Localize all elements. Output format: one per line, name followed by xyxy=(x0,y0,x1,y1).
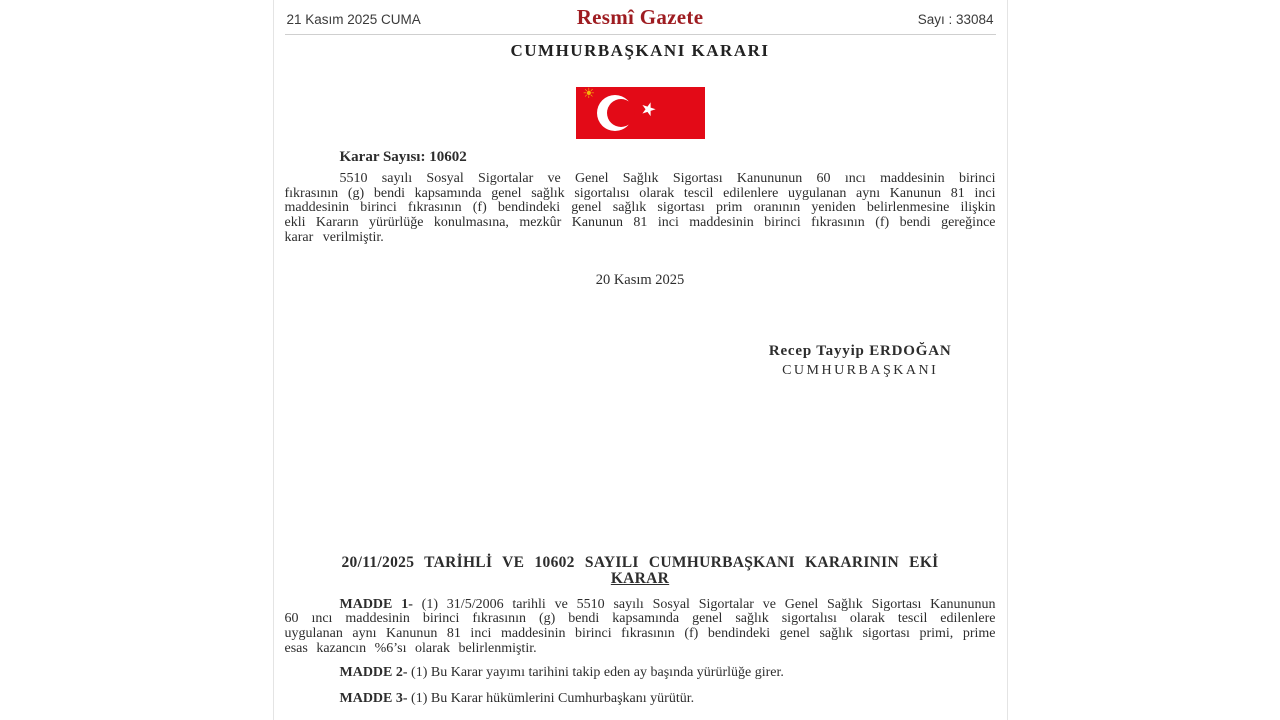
decision-number: Karar Sayısı: 10602 xyxy=(339,149,467,165)
gazette-page xyxy=(273,0,1008,720)
gazette-issue-number: Sayı : 33084 xyxy=(917,12,994,27)
document-title: CUMHURBAŞKANI KARARI xyxy=(510,41,770,60)
article-3-text: (1) Bu Karar hükümlerini Cumhurbaşkanı yürütür. xyxy=(411,691,695,707)
decision-date: 20 Kasım 2025 xyxy=(595,271,685,288)
article-1 xyxy=(285,598,996,657)
gazette-date: 21 Kasım 2025 CUMA xyxy=(286,12,421,27)
gazette-header xyxy=(285,0,996,35)
gazette-title: Resmî Gazete xyxy=(576,5,704,29)
annex-heading-line1: 20/11/2025 TARİHLİ VE 10602 SAYILI CUMHURBAŞKANI KARARININ EKİ xyxy=(341,553,939,571)
signatory-title: CUMHURBAŞKANI xyxy=(782,362,939,378)
turkish-flag-icon xyxy=(576,87,705,139)
flag-container xyxy=(285,87,996,139)
signatory-name: Recep Tayyip ERDOĞAN xyxy=(768,342,952,359)
article-3-label: MADDE 3- xyxy=(339,691,408,707)
article-1-label: MADDE 1- xyxy=(339,596,413,612)
signature-block xyxy=(769,343,952,379)
star-icon: ★ xyxy=(636,97,659,123)
annex-heading-line2: KARAR xyxy=(610,570,670,588)
decision-body: 5510 sayılı Sosyal Sigortalar ve Genel Sağlık Sigortası Kanununun 60 ıncı maddesinin birinci fıkrasının (g) bendi kapsamında genel sağlık sigortalısı olarak tescil edilenlere uygulanan aynı Kanunun 81 inci maddesinin birinci fıkrasının (f) bendindeki genel sağlık sigortası prim oranının yeniden belirlenmesine ilişkin ekli Kararın yürürlüğe konulmasına, mezkûr Kanunun 81 inci maddesinin birinci fıkrasının (f) bendi gereğince karar verilmiştir. xyxy=(284,171,996,245)
article-3 xyxy=(285,692,996,707)
article-1-text: (1) 31/5/2006 tarihli ve 5510 sayılı Sosyal Sigortalar ve Genel Sağlık Sigortası Kanununun 60 ıncı maddesinin birinci fıkrasının (g) bendi kapsamında genel sağlık sigortalısı olarak tescil edilenlere uygulanan aynı Kanunun 81 inci maddesinin birinci fıkrasının (f) bendindeki genel sağlık sigortası primi, prime esas kazancın %6’sı olarak belirlenmiştir. xyxy=(284,596,996,656)
article-2-text: (1) Bu Karar yayımı tarihini takip eden ay başında yürürlüğe girer. xyxy=(411,665,784,681)
signature-area xyxy=(285,343,996,379)
crescent-cutout xyxy=(607,99,635,127)
article-2-label: MADDE 2- xyxy=(339,665,408,681)
article-2 xyxy=(285,666,996,681)
annex-heading xyxy=(285,555,996,588)
sun-emblem-icon: ☀ xyxy=(582,86,596,102)
